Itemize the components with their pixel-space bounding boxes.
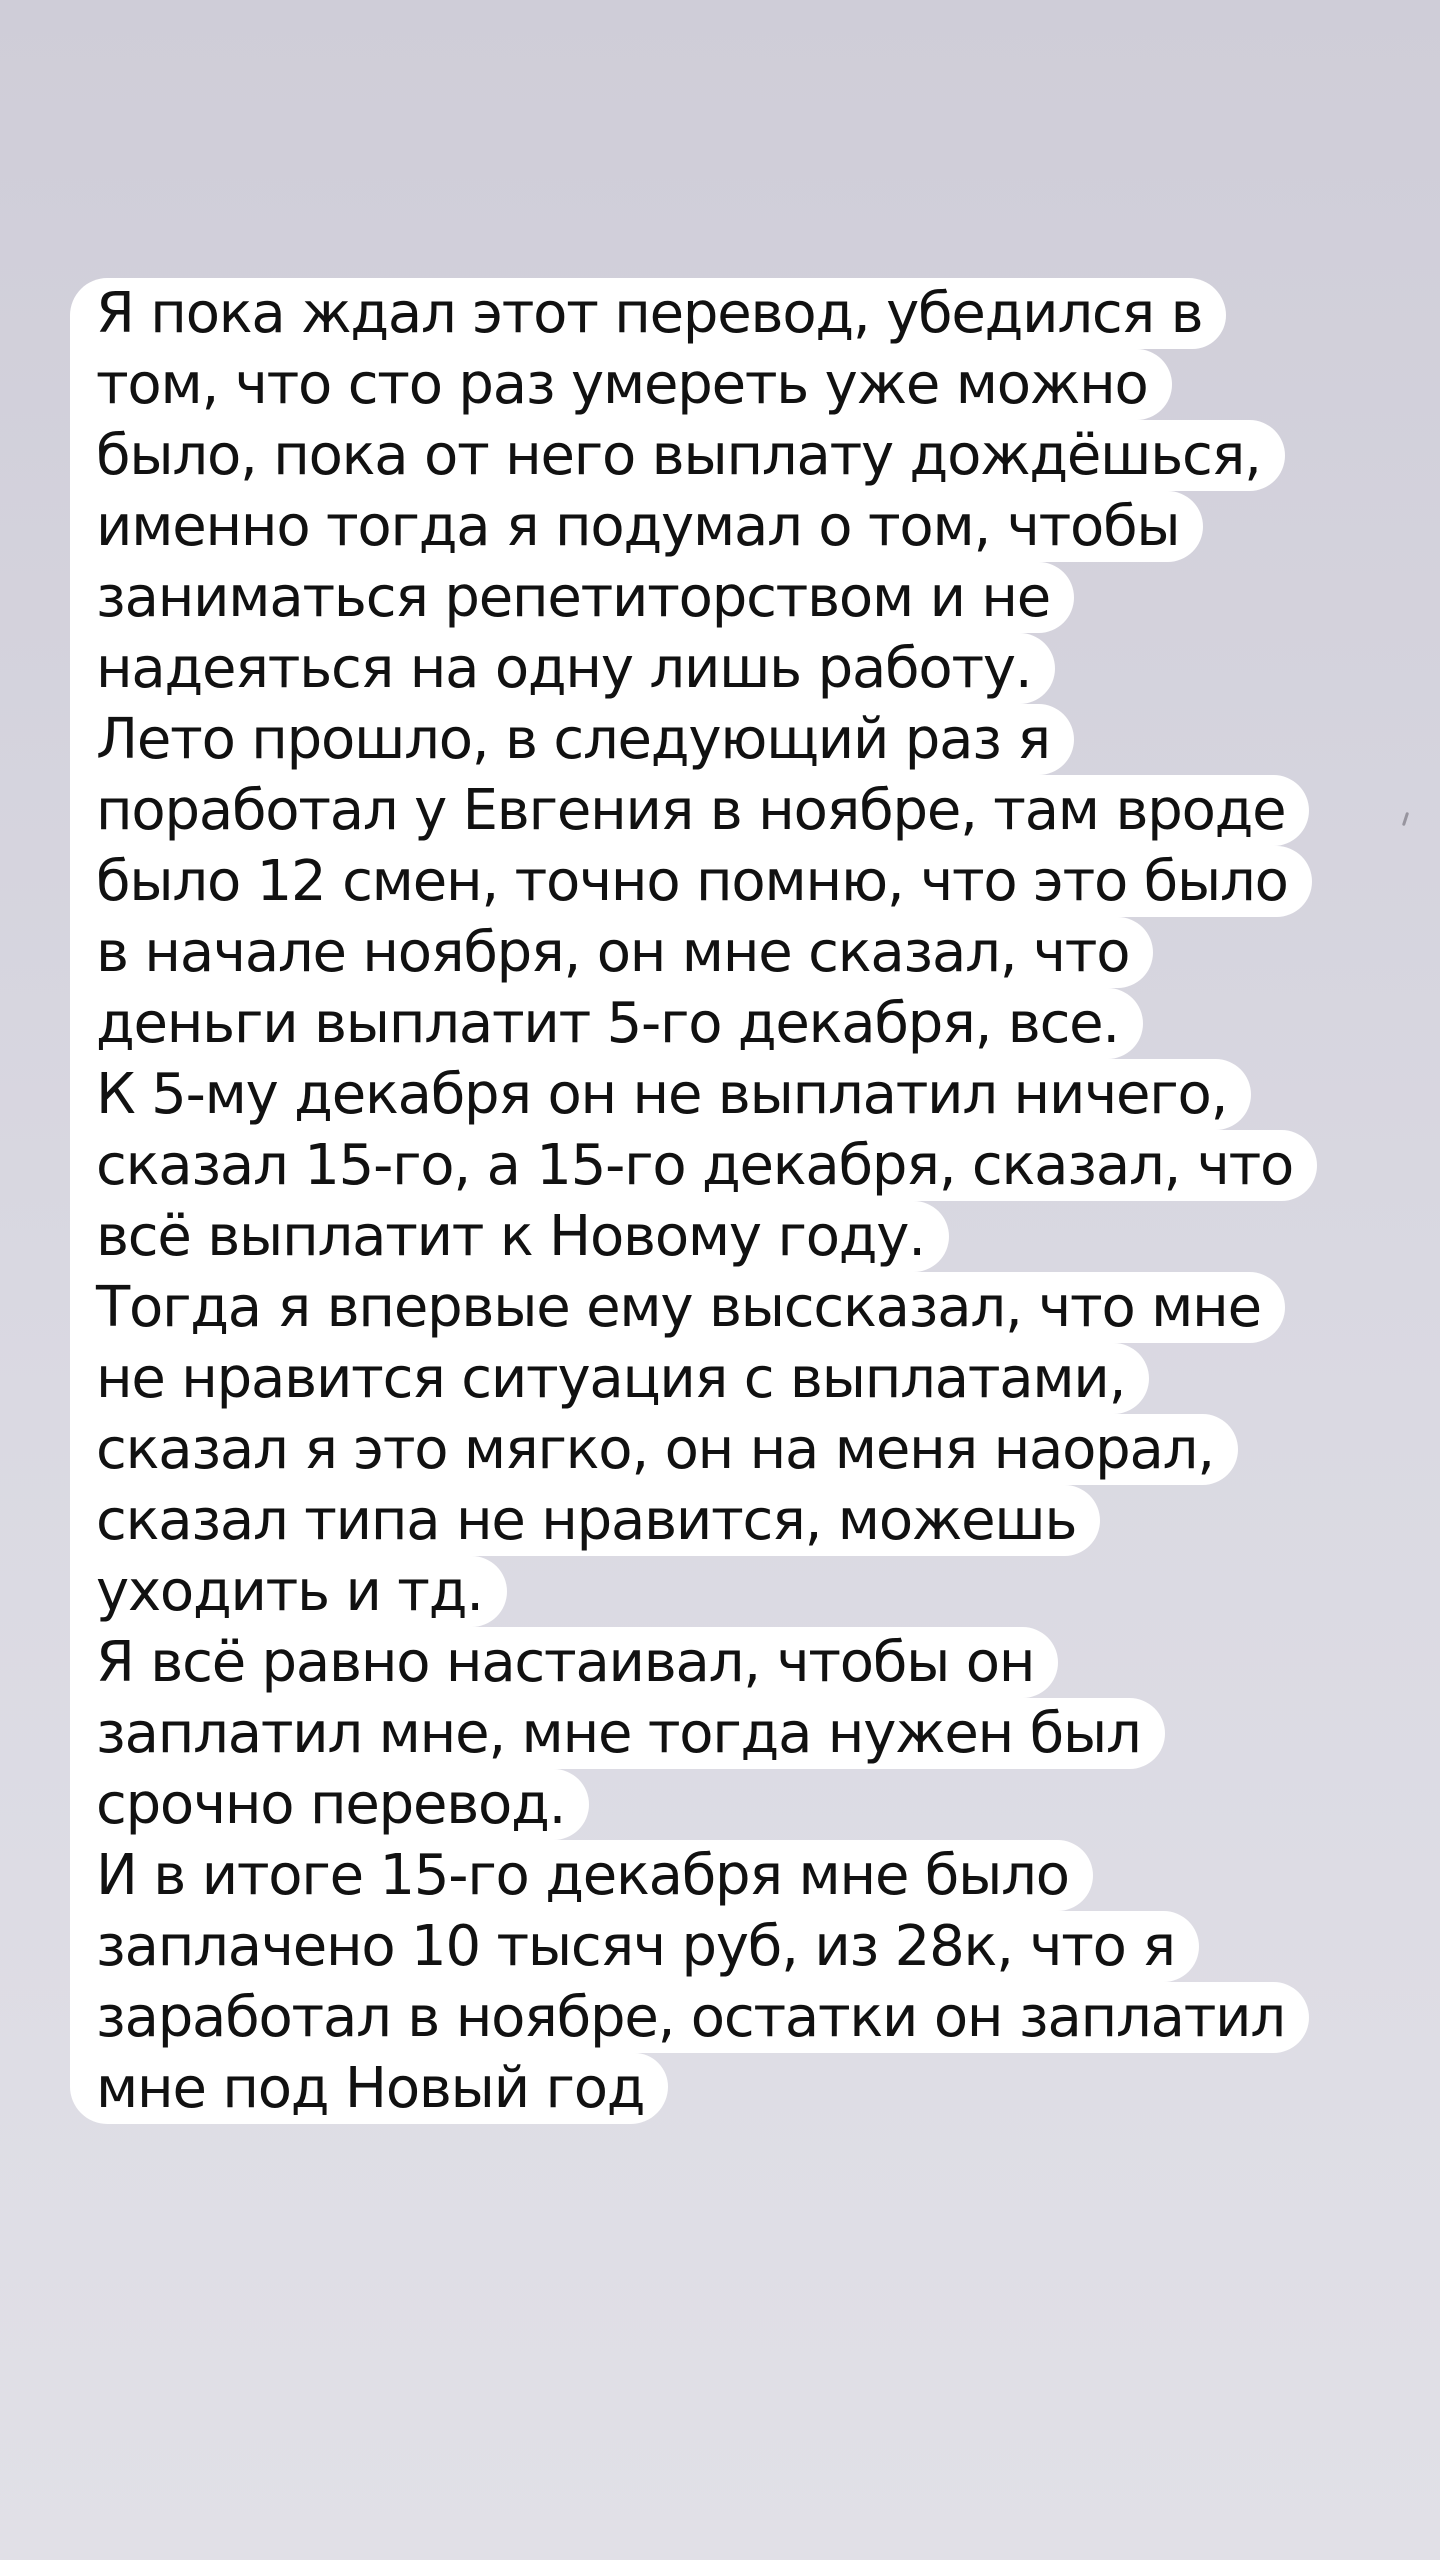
story-line: заплатил мне, мне тогда нужен был: [70, 1698, 1165, 1769]
story-line: надеяться на одну лишь работу.: [70, 633, 1055, 704]
story-line: заниматься репетиторством и не: [70, 562, 1074, 633]
story-line: Я пока ждал этот перевод, убедился в: [70, 278, 1226, 349]
background-speck: [1402, 812, 1409, 826]
story-line: было, пока от него выплату дождёшься,: [70, 420, 1285, 491]
story-line: мне под Новый год: [70, 2053, 668, 2124]
story-line: всё выплатит к Новому году.: [70, 1201, 949, 1272]
story-line: Тогда я впервые ему выссказал, что мне: [70, 1272, 1285, 1343]
story-line: поработал у Евгения в ноябре, там вроде: [70, 775, 1309, 846]
story-line: Лето прошло, в следующий раз я: [70, 704, 1074, 775]
story-line: заработал в ноябре, остатки он заплатил: [70, 1982, 1309, 2053]
story-line: сказал типа не нравится, можешь: [70, 1485, 1100, 1556]
story-line: том, что сто раз умереть уже можно: [70, 349, 1172, 420]
story-line: сказал 15-го, а 15-го декабря, сказал, что: [70, 1130, 1317, 1201]
story-line: срочно перевод.: [70, 1769, 589, 1840]
story-line: заплачено 10 тысяч руб, из 28к, что я: [70, 1911, 1199, 1982]
story-line: в начале ноября, он мне сказал, что: [70, 917, 1153, 988]
story-line: сказал я это мягко, он на меня наорал,: [70, 1414, 1238, 1485]
story-line: уходить и тд.: [70, 1556, 507, 1627]
story-line: Я всё равно настаивал, чтобы он: [70, 1627, 1058, 1698]
story-text-block: [70, 278, 1380, 2124]
story-line: не нравится ситуация с выплатами,: [70, 1343, 1149, 1414]
story-line: К 5-му декабря он не выплатил ничего,: [70, 1059, 1251, 1130]
story-line: И в итоге 15-го декабря мне было: [70, 1840, 1093, 1911]
story-line: деньги выплатит 5-го декабря, все.: [70, 988, 1143, 1059]
story-line: было 12 смен, точно помню, что это было: [70, 846, 1312, 917]
story-line: именно тогда я подумал о том, чтобы: [70, 491, 1203, 562]
